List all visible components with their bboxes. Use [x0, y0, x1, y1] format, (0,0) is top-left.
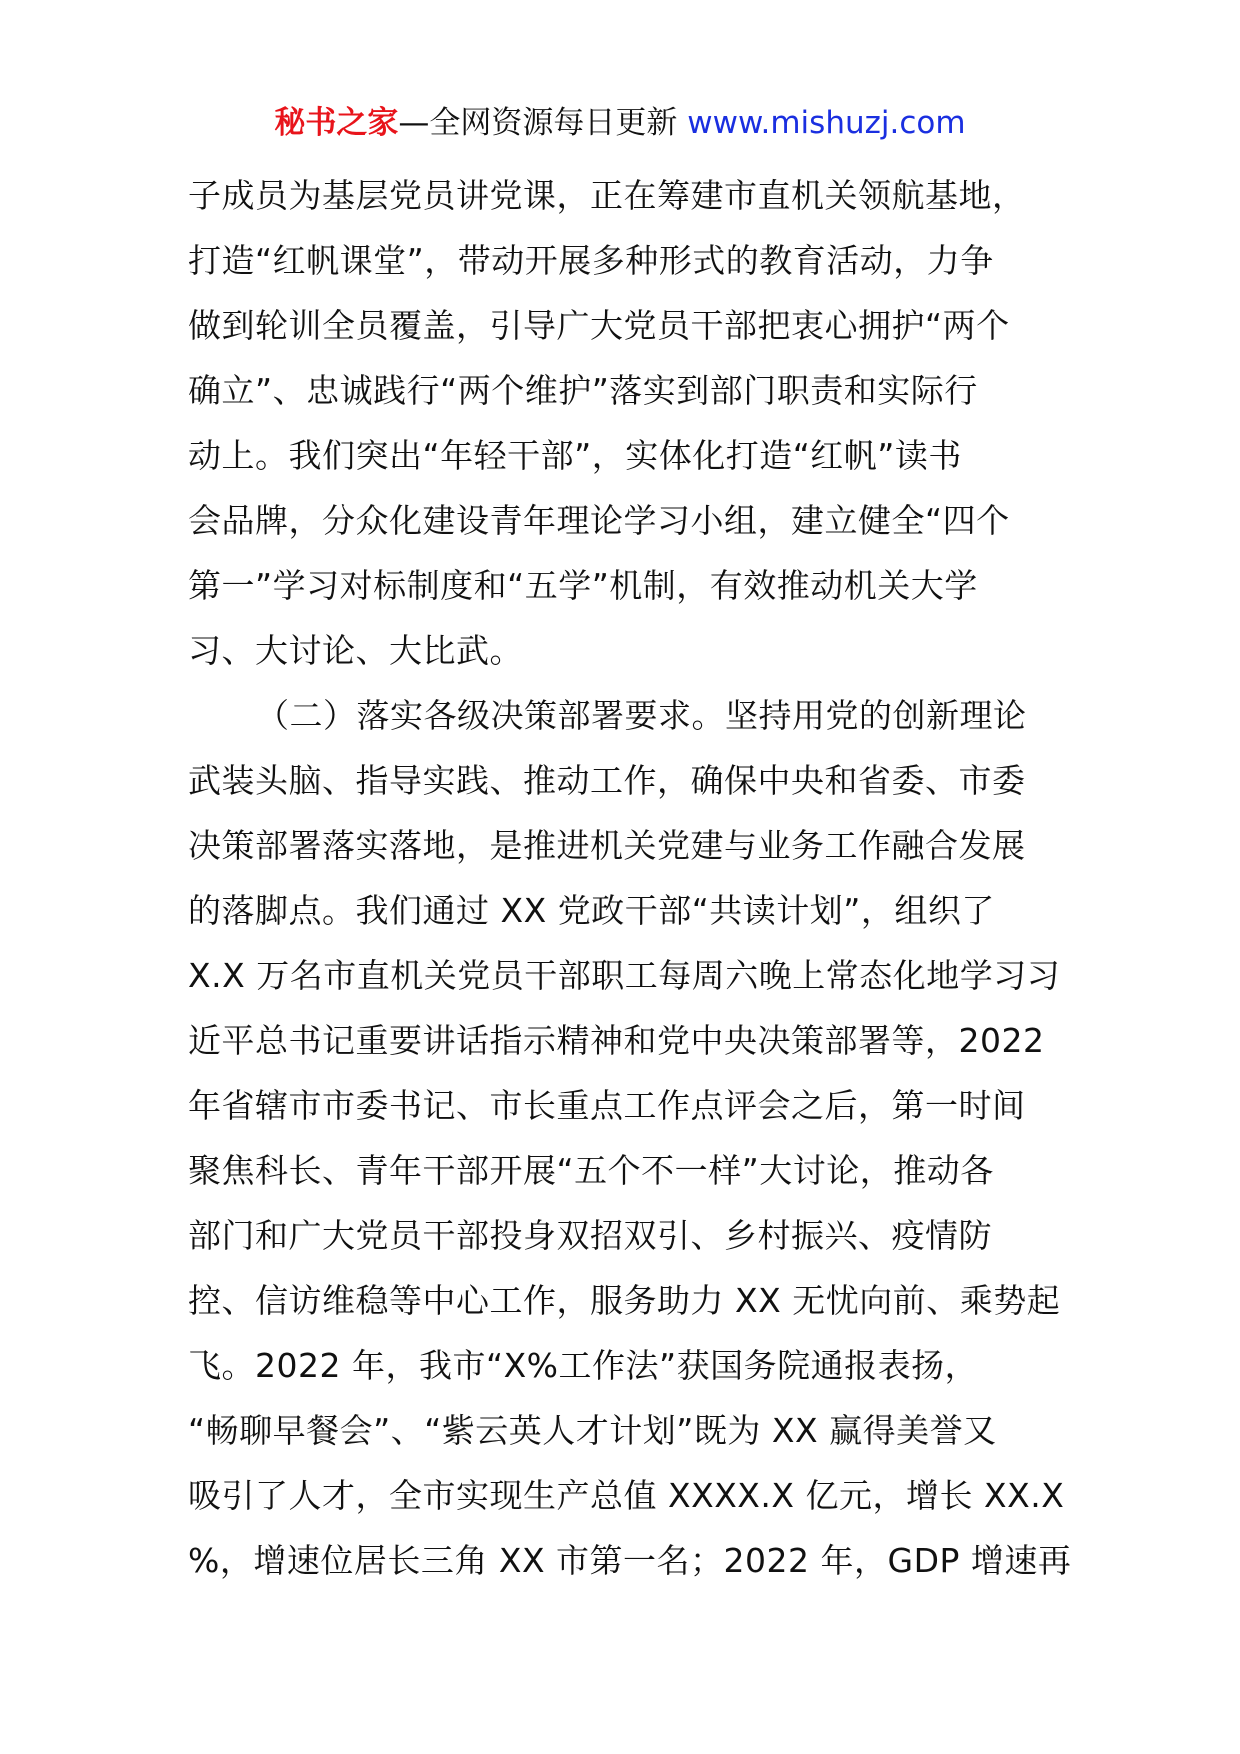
text-line: %，增速位居长三角 XX 市第一名；2022 年，GDP 增速再 — [188, 1541, 1072, 1580]
text-line: 确立”、忠诚践行“两个维护”落实到部门职责和实际行 — [188, 371, 978, 410]
section-heading-line: （二）落实各级决策部署要求。坚持用党的创新理论 — [256, 696, 1027, 735]
document-body — [188, 163, 1072, 1593]
text-line: 武装头脑、指导实践、推动工作，确保中央和省委、市委 — [188, 761, 1026, 800]
text-line: X.X 万名市直机关党员干部职工每周六晚上常态化地学习习 — [188, 956, 1061, 995]
text-line: 习、大讨论、大比武。 — [188, 631, 523, 670]
text-line: 近平总书记重要讲话指示精神和党中央决策部署等，2022 — [188, 1021, 1045, 1060]
text-line: 做到轮训全员覆盖，引导广大党员干部把衷心拥护“两个 — [188, 306, 1010, 345]
text-line: 动上。我们突出“年轻干部”，实体化打造“红帆”读书 — [188, 436, 962, 475]
text-line: 部门和广大党员干部投身双招双引、乡村振兴、疫情防 — [188, 1216, 992, 1255]
header-url-link[interactable]: www.mishuzj.com — [687, 105, 966, 141]
text-line: 子成员为基层党员讲党课，正在筹建市直机关领航基地， — [188, 176, 1026, 215]
text-line: 的落脚点。我们通过 XX 党政干部“共读计划”，组织了 — [188, 891, 995, 930]
header-tagline: —全网资源每日更新 — [398, 105, 678, 141]
text-line: 控、信访维稳等中心工作，服务助力 XX 无忧向前、乘势起 — [188, 1281, 1061, 1320]
text-line: 第一”学习对标制度和“五学”机制，有效推动机关大学 — [188, 566, 978, 605]
text-line: 飞。2022 年，我市“X%工作法”获国务院通报表扬， — [188, 1346, 979, 1385]
text-line: 年省辖市市委书记、市长重点工作点评会之后，第一时间 — [188, 1086, 1026, 1125]
text-line: 会品牌，分众化建设青年理论学习小组，建立健全“四个 — [188, 501, 1010, 540]
text-line: 聚焦科长、青年干部开展“五个不一样”大讨论，推动各 — [188, 1151, 994, 1190]
text-line: 吸引了人才，全市实现生产总值 XXXX.X 亿元，增长 XX.X — [188, 1476, 1065, 1515]
brand-name: 秘书之家 — [274, 105, 399, 141]
text-line: “畅聊早餐会”、“紫云英人才计划”既为 XX 赢得美誉又 — [188, 1411, 997, 1450]
text-line: 打造“红帆课堂”，带动开展多种形式的教育活动，力争 — [188, 241, 994, 280]
text-line: 决策部署落实落地，是推进机关党建与业务工作融合发展 — [188, 826, 1026, 865]
page-header — [0, 101, 1240, 145]
